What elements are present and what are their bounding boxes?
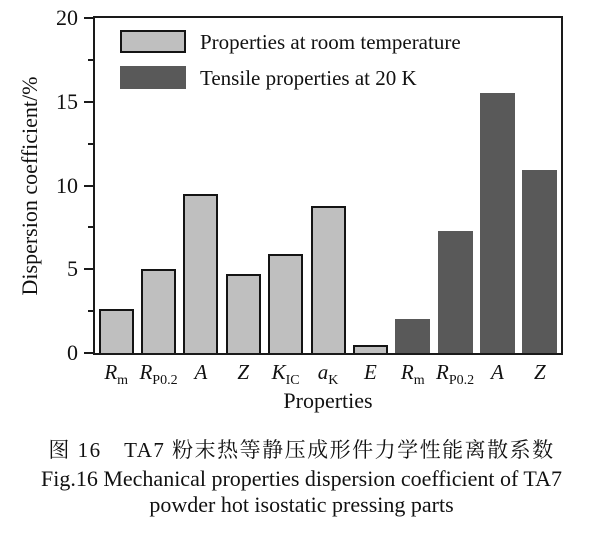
- x-tick-label: $R_m$: [400, 360, 425, 388]
- caption-chinese: 图 16 TA7 粉末热等静压成形件力学性能离散系数: [48, 438, 555, 462]
- y-major-tick: [84, 17, 93, 19]
- y-tick-label: 20: [56, 5, 78, 30]
- legend-label-cryo: Tensile properties at 20 K: [200, 65, 417, 90]
- bar-cryo-RP0.2: [438, 231, 473, 353]
- bar-room-aK: [311, 206, 346, 353]
- x-axis-title: Properties: [283, 388, 373, 413]
- y-major-tick: [84, 268, 93, 270]
- bar-cryo-Z: [522, 170, 557, 353]
- x-tick-label: $K_{IC}$: [271, 360, 300, 388]
- y-tick-label: 10: [56, 173, 78, 198]
- x-tick-label: Z: [237, 360, 250, 384]
- bar-room-Rm: [99, 309, 134, 353]
- x-tick-label: A: [491, 360, 504, 384]
- y-major-tick: [84, 101, 93, 103]
- figure-caption: [0, 436, 603, 518]
- bar-room-Z: [226, 274, 261, 353]
- x-tick-label: $R_{P0.2}$: [139, 360, 178, 388]
- legend-swatch-cryo-icon: [120, 66, 186, 89]
- legend-item-cryo: [120, 64, 461, 91]
- bar-cryo-A: [480, 93, 515, 353]
- legend-swatch-room-icon: [120, 30, 186, 53]
- x-tick-label: Z: [533, 360, 546, 384]
- legend-label-room: Properties at room temperature: [200, 29, 461, 54]
- x-tick-label: $a_K$: [317, 360, 339, 388]
- plot-area: [93, 16, 563, 355]
- bar-room-RP0.2: [141, 269, 176, 353]
- bar-room-A: [183, 194, 218, 353]
- bar-room-E: [353, 345, 388, 353]
- y-tick-label: 15: [56, 89, 78, 114]
- bar-cryo-Rm: [395, 319, 430, 353]
- y-axis-title: Dispersion coefficient/%: [17, 76, 42, 296]
- legend: [120, 28, 461, 100]
- caption-english-line2: powder hot isostatic pressing parts: [149, 492, 454, 517]
- caption-english-line1: Fig.16 Mechanical properties dispersion coefficient of TA7: [40, 466, 562, 491]
- y-tick-label: 5: [67, 256, 78, 281]
- x-tick-label: A: [194, 360, 208, 384]
- legend-item-room: [120, 28, 461, 55]
- y-tick-label: 0: [67, 340, 78, 365]
- bar-room-KIC: [268, 254, 303, 353]
- x-tick-label: $R_{P0.2}$: [436, 360, 475, 388]
- x-tick-label: $R_m$: [104, 360, 129, 388]
- x-tick-label: E: [363, 360, 377, 384]
- y-major-tick: [84, 185, 93, 187]
- y-major-tick: [84, 352, 93, 354]
